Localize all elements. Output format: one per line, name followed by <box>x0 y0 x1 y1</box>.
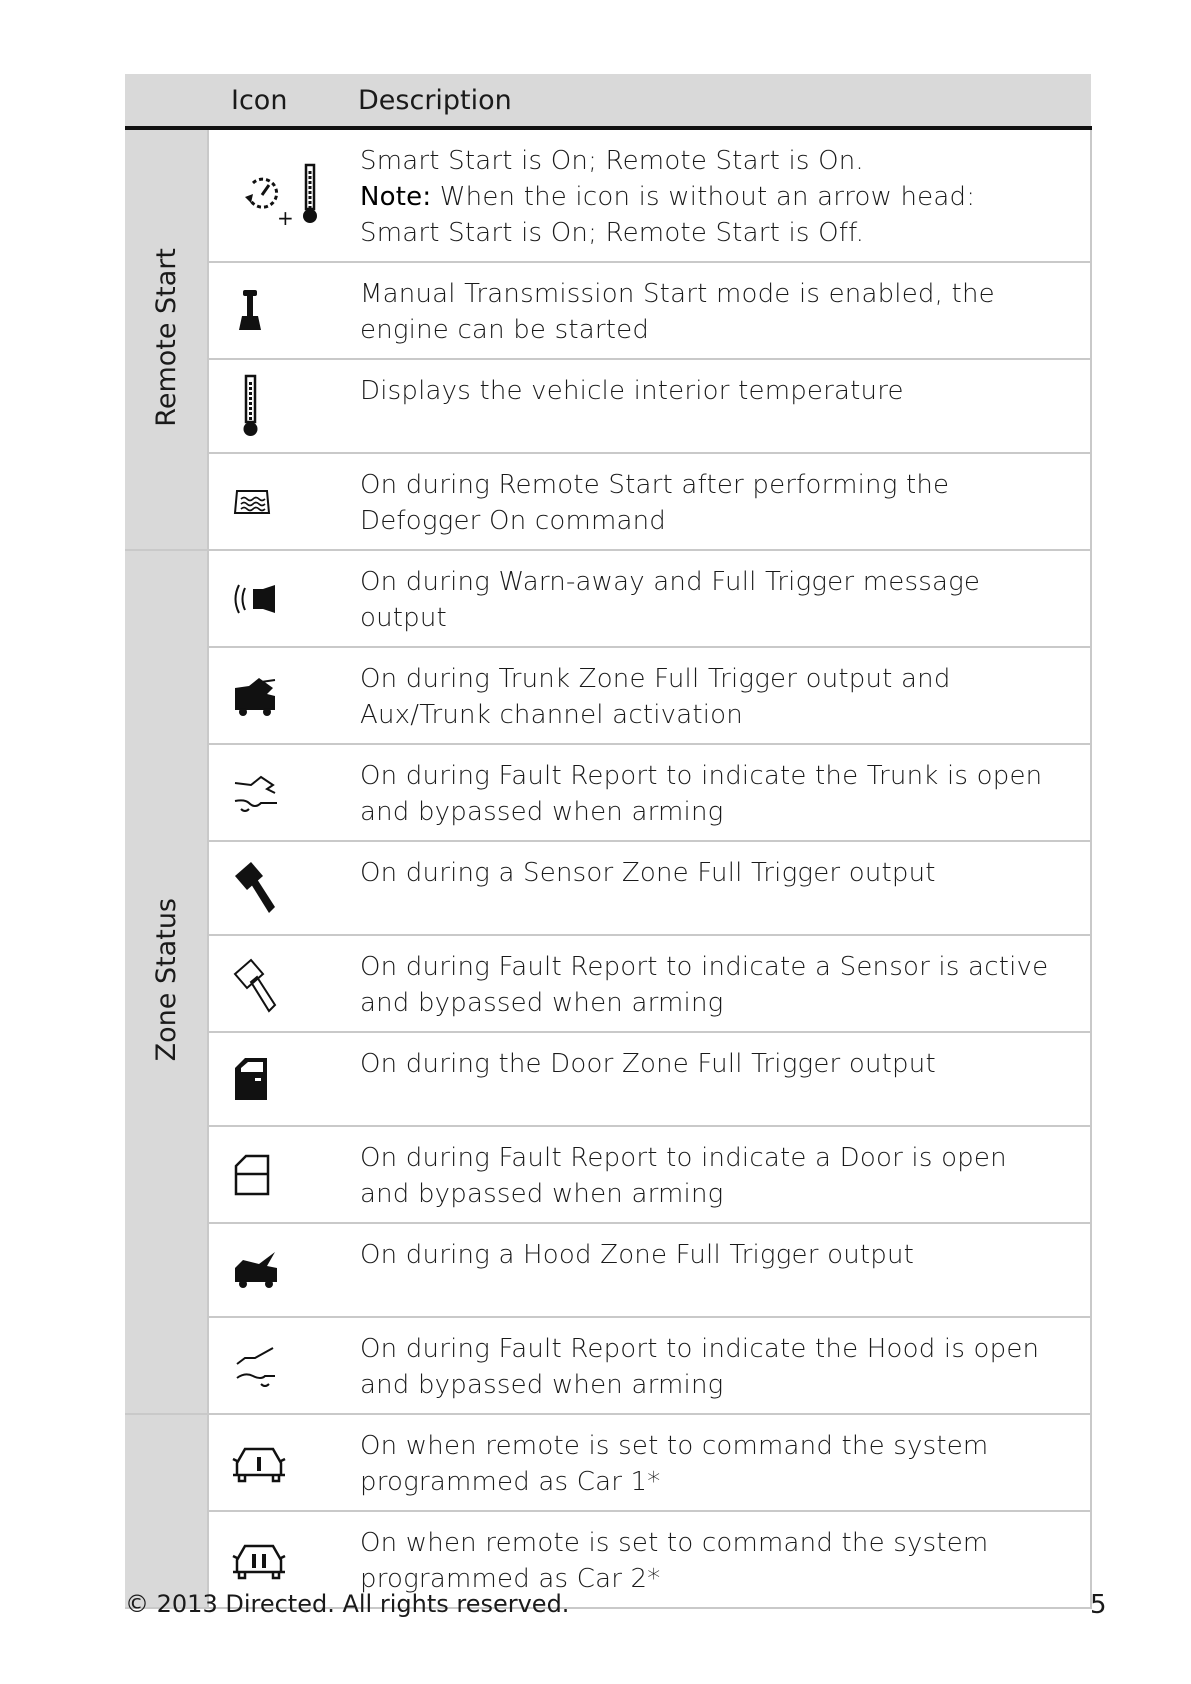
defogger-icon <box>208 453 368 550</box>
table-row <box>125 647 1091 744</box>
manual-transmission-icon <box>208 262 368 359</box>
table-header-row <box>125 74 1091 128</box>
description-cell <box>360 647 1091 744</box>
table-row <box>125 453 1091 550</box>
description-text: On during Trunk Zone Full Trigger output and Aux/Trunk channel activation <box>360 664 951 730</box>
table-row <box>125 841 1091 935</box>
description-cell <box>360 1317 1091 1414</box>
door-open-icon <box>208 1126 368 1223</box>
sensor-trigger-icon <box>208 841 368 935</box>
description-text: On when remote is set to command the system programmed as Car 2* <box>360 1528 989 1594</box>
description-cell <box>360 1032 1091 1126</box>
car-1-icon <box>208 1414 368 1511</box>
group-label-zone-status: Zone Status <box>150 898 182 1062</box>
table-row <box>125 744 1091 841</box>
table-row <box>125 128 1091 262</box>
group-zone-status <box>125 550 208 1414</box>
header-description-label: Description <box>358 84 512 116</box>
description-cell <box>360 1223 1091 1317</box>
description-cell <box>360 453 1091 550</box>
description-cell <box>360 744 1091 841</box>
description-cell <box>360 128 1091 262</box>
page-number: 5 <box>1090 1590 1107 1620</box>
hood-open-icon <box>208 1317 368 1414</box>
header-description-cell <box>358 74 1091 128</box>
description-text: On during Fault Report to indicate the Hood is open and bypassed when arming <box>360 1334 1040 1400</box>
header-icon-cell <box>208 74 368 128</box>
description-text: On during a Hood Zone Full Trigger output <box>360 1240 915 1270</box>
description-cell <box>360 359 1091 453</box>
description-text: On during the Door Zone Full Trigger output <box>360 1049 936 1079</box>
thermometer-icon <box>208 359 368 453</box>
copyright-notice: © 2013 Directed. All rights reserved. <box>125 1590 570 1618</box>
door-trigger-icon <box>208 1032 368 1126</box>
siren-icon <box>208 550 368 647</box>
description-text: On during Remote Start after performing the Defogger On command <box>360 470 950 536</box>
description-text: On during Fault Report to indicate the Trunk is open and bypassed when arming <box>360 761 1043 827</box>
table-row <box>125 1414 1091 1511</box>
description-cell <box>360 262 1091 359</box>
description-cell <box>360 550 1091 647</box>
icon-description-table <box>125 74 1092 1609</box>
group-remote-start <box>125 128 208 550</box>
trunk-trigger-icon <box>208 647 368 744</box>
note-text: When the icon is without an arrow head: Smart Start is On; Remote Start is Off. <box>360 182 976 248</box>
description-text: On during Fault Report to indicate a Sensor is active and bypassed when arming <box>360 952 1049 1018</box>
header-group-cell <box>125 74 208 128</box>
smart-start-icon <box>208 128 368 262</box>
table-row <box>125 1223 1091 1317</box>
description-text: On during a Sensor Zone Full Trigger output <box>360 858 936 888</box>
table-row <box>125 550 1091 647</box>
description-text: Manual Transmission Start mode is enabled, the engine can be started <box>360 279 995 345</box>
group-car-selection <box>125 1414 208 1608</box>
table-row <box>125 1317 1091 1414</box>
group-label-remote-start: Remote Start <box>150 248 182 427</box>
description-cell <box>360 841 1091 935</box>
description-text: On during Fault Report to indicate a Door is open and bypassed when arming <box>360 1143 1007 1209</box>
description-cell <box>360 1414 1091 1511</box>
table-row <box>125 1032 1091 1126</box>
table-row <box>125 1126 1091 1223</box>
table-row <box>125 262 1091 359</box>
description-cell <box>360 1126 1091 1223</box>
table-row <box>125 935 1091 1032</box>
table-row <box>125 359 1091 453</box>
description-text: On during Warn-away and Full Trigger message output <box>360 567 981 633</box>
trunk-open-icon <box>208 744 368 841</box>
description-text: On when remote is set to command the system programmed as Car 1* <box>360 1431 989 1497</box>
note-label: Note: <box>360 182 432 212</box>
description-text: Smart Start is On; Remote Start is On. Note: When the icon is without an arrow head: Smart Start is On; Remote Start is Off. <box>360 146 976 248</box>
description-text: Displays the vehicle interior temperature <box>360 376 904 406</box>
sensor-bypass-icon <box>208 935 368 1032</box>
header-icon-label: Icon <box>231 84 288 116</box>
description-cell <box>360 935 1091 1032</box>
svg-text:+: + <box>277 205 294 230</box>
hood-trigger-icon <box>208 1223 368 1317</box>
